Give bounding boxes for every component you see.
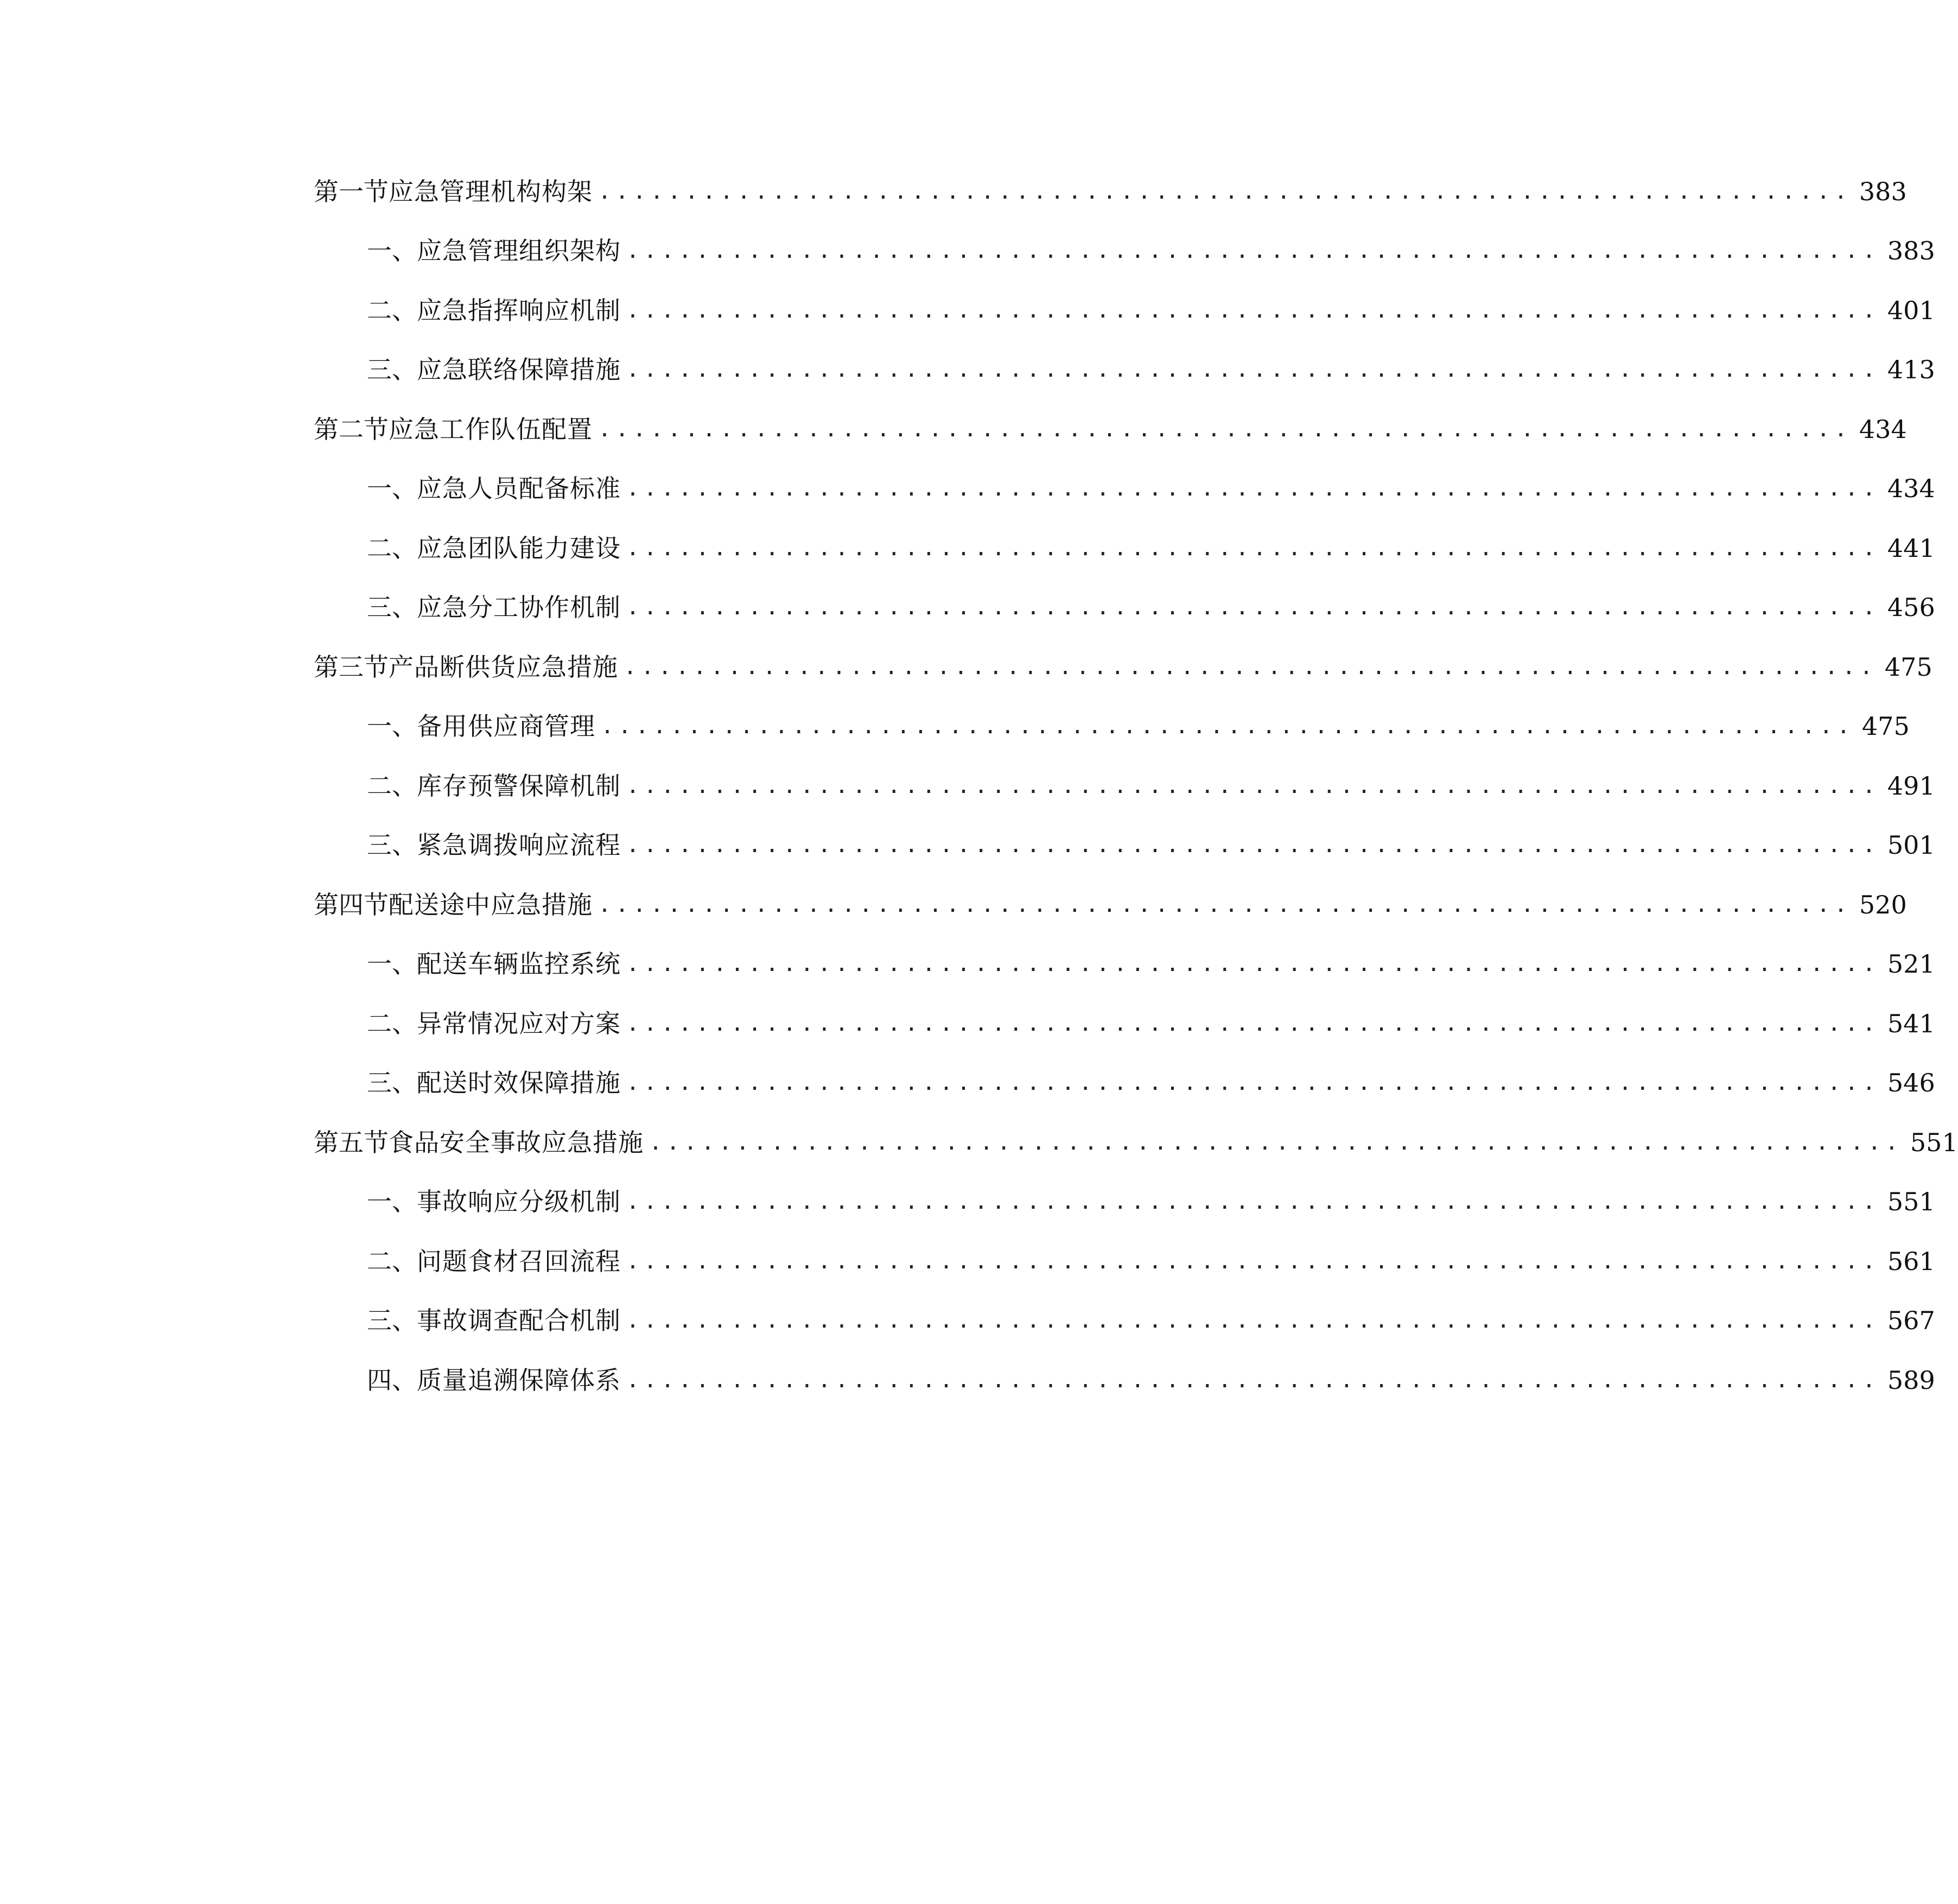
dot-leader: ........................................................................ xyxy=(649,1129,1903,1155)
toc-entry-title: 应急管理机构构架 xyxy=(389,176,593,206)
toc-entry-subsection[interactable] xyxy=(314,578,1935,638)
toc-entry-number: 第一节 xyxy=(314,176,389,206)
toc-entry-title: 应急指挥响应机制 xyxy=(417,295,621,325)
toc-entry-title: 应急联络保障措施 xyxy=(417,355,621,385)
toc-entry-page: 401 xyxy=(1887,295,1935,325)
toc-entry-number: 第五节 xyxy=(314,1127,389,1157)
toc-entry-page: 383 xyxy=(1859,176,1907,206)
toc-entry-title: 配送车辆监控系统 xyxy=(417,949,621,979)
toc-entry-page: 551 xyxy=(1910,1127,1958,1157)
toc-entry-number: 二、 xyxy=(367,295,417,325)
toc-entry-page: 520 xyxy=(1859,890,1907,919)
toc-entry-page: 441 xyxy=(1887,533,1935,563)
toc-entry-title: 备用供应商管理 xyxy=(417,712,595,741)
toc-entry-page: 434 xyxy=(1887,474,1935,504)
toc-entry-subsection[interactable] xyxy=(314,1053,1935,1113)
dot-leader: ........................................................................ xyxy=(626,773,1880,798)
toc-entry-title: 事故调查配合机制 xyxy=(417,1306,621,1336)
toc-entry-title: 应急工作队伍配置 xyxy=(389,414,593,444)
toc-entry-subsection[interactable] xyxy=(314,221,1935,281)
toc-entry-number: 第三节 xyxy=(314,652,389,682)
toc-entry-page: 561 xyxy=(1887,1246,1935,1276)
table-of-contents xyxy=(314,162,1958,1410)
toc-entry-title: 产品断供货应急措施 xyxy=(389,652,618,682)
toc-entry-section[interactable] xyxy=(314,162,1907,221)
toc-entry-title: 事故响应分级机制 xyxy=(417,1187,621,1217)
dot-leader: ........................................................................ xyxy=(626,476,1880,502)
toc-entry-title: 紧急调拨响应流程 xyxy=(417,830,621,860)
toc-entry-page: 475 xyxy=(1884,652,1932,682)
toc-entry-number: 三、 xyxy=(367,1306,417,1336)
dot-leader: ........................................................................ xyxy=(624,654,1877,680)
toc-entry-number: 四、 xyxy=(367,1365,417,1395)
toc-entry-subsection[interactable] xyxy=(314,1232,1935,1291)
dot-leader: ........................................................................ xyxy=(601,714,1854,739)
toc-entry-number: 二、 xyxy=(367,533,417,563)
toc-entry-subsection[interactable] xyxy=(314,697,1910,757)
toc-entry-number: 三、 xyxy=(367,355,417,385)
toc-entry-page: 551 xyxy=(1887,1187,1935,1217)
toc-entry-page: 501 xyxy=(1887,830,1935,860)
toc-entry-number: 一、 xyxy=(367,236,417,266)
toc-entry-number: 二、 xyxy=(367,771,417,801)
dot-leader: ........................................................................ xyxy=(626,1248,1880,1274)
toc-entry-section[interactable] xyxy=(314,399,1907,459)
toc-entry-number: 第二节 xyxy=(314,414,389,444)
toc-entry-page: 567 xyxy=(1887,1306,1935,1336)
toc-entry-number: 一、 xyxy=(367,949,417,979)
dot-leader: ........................................................................ xyxy=(626,1367,1880,1393)
toc-entry-subsection[interactable] xyxy=(314,1172,1935,1232)
toc-entry-title: 应急分工协作机制 xyxy=(417,593,621,623)
toc-entry-section[interactable] xyxy=(314,1113,1958,1172)
toc-entry-subsection[interactable] xyxy=(314,935,1935,994)
toc-entry-number: 三、 xyxy=(367,830,417,860)
toc-entry-subsection[interactable] xyxy=(314,816,1935,875)
toc-entry-subsection[interactable] xyxy=(314,340,1935,400)
toc-entry-title: 问题食材召回流程 xyxy=(417,1246,621,1276)
dot-leader: ........................................................................ xyxy=(598,416,1852,442)
toc-entry-title: 应急管理组织架构 xyxy=(417,236,621,266)
toc-entry-subsection[interactable] xyxy=(314,994,1935,1053)
toc-entry-subsection[interactable] xyxy=(314,281,1935,340)
toc-entry-number: 三、 xyxy=(367,1068,417,1098)
toc-entry-page: 475 xyxy=(1861,712,1910,741)
dot-leader: ........................................................................ xyxy=(626,1189,1880,1215)
toc-entry-title: 异常情况应对方案 xyxy=(417,1008,621,1038)
dot-leader: ........................................................................ xyxy=(626,1070,1880,1096)
dot-leader: ........................................................................ xyxy=(598,179,1852,204)
toc-entry-subsection[interactable] xyxy=(314,756,1935,816)
dot-leader: ........................................................................ xyxy=(626,951,1880,977)
toc-entry-title: 质量追溯保障体系 xyxy=(417,1365,621,1395)
toc-entry-title: 应急团队能力建设 xyxy=(417,533,621,563)
toc-entry-number: 一、 xyxy=(367,712,417,741)
toc-entry-page: 541 xyxy=(1887,1008,1935,1038)
toc-entry-page: 434 xyxy=(1859,414,1907,444)
dot-leader: ........................................................................ xyxy=(626,535,1880,561)
toc-entry-page: 521 xyxy=(1887,949,1935,979)
toc-entry-section[interactable] xyxy=(314,637,1932,697)
toc-entry-page: 413 xyxy=(1887,355,1935,385)
toc-entry-title: 配送时效保障措施 xyxy=(417,1068,621,1098)
toc-entry-number: 三、 xyxy=(367,593,417,623)
dot-leader: ........................................................................ xyxy=(626,833,1880,858)
toc-entry-subsection[interactable] xyxy=(314,1291,1935,1351)
toc-entry-title: 食品安全事故应急措施 xyxy=(389,1127,644,1157)
toc-entry-number: 二、 xyxy=(367,1246,417,1276)
toc-entry-number: 二、 xyxy=(367,1008,417,1038)
dot-leader: ........................................................................ xyxy=(626,297,1880,323)
toc-entry-number: 第四节 xyxy=(314,890,389,919)
dot-leader: ........................................................................ xyxy=(626,238,1880,264)
toc-entry-section[interactable] xyxy=(314,875,1907,935)
toc-entry-subsection[interactable] xyxy=(314,459,1935,519)
toc-entry-number: 一、 xyxy=(367,1187,417,1217)
toc-entry-subsection[interactable] xyxy=(314,518,1935,578)
dot-leader: ........................................................................ xyxy=(598,892,1852,917)
toc-entry-number: 一、 xyxy=(367,474,417,504)
toc-entry-page: 546 xyxy=(1887,1068,1935,1098)
dot-leader: ........................................................................ xyxy=(626,595,1880,620)
toc-entry-title: 应急人员配备标准 xyxy=(417,474,621,504)
dot-leader: ........................................................................ xyxy=(626,1011,1880,1036)
toc-entry-title: 配送途中应急措施 xyxy=(389,890,593,919)
toc-entry-page: 491 xyxy=(1887,771,1935,801)
toc-entry-page: 383 xyxy=(1887,236,1935,266)
toc-entry-page: 456 xyxy=(1887,593,1935,623)
dot-leader: ........................................................................ xyxy=(626,357,1880,383)
toc-entry-title: 库存预警保障机制 xyxy=(417,771,621,801)
toc-entry-page: 589 xyxy=(1887,1365,1935,1395)
dot-leader: ........................................................................ xyxy=(626,1308,1880,1334)
toc-entry-subsection[interactable] xyxy=(314,1350,1935,1410)
